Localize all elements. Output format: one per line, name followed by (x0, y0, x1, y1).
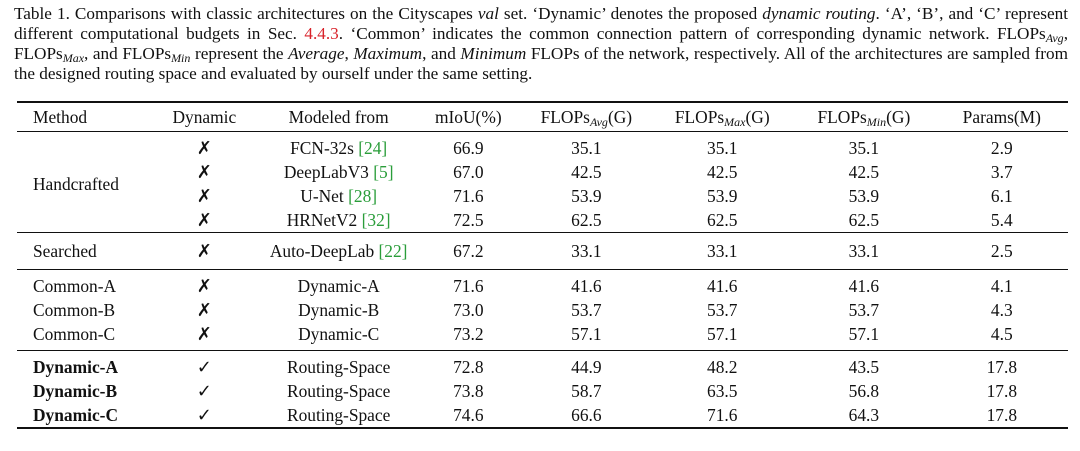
miou-cell: 71.6 (453, 185, 484, 206)
table-row (17, 132, 1068, 161)
flops-avg-cell: 35.1 (571, 137, 602, 158)
modeled-from-cell (261, 184, 416, 208)
caption-sep: , (1063, 24, 1068, 43)
modeled-from-cell: Dynamic-A (297, 275, 380, 296)
params-cell: 2.9 (990, 137, 1013, 158)
modeled-from-cell (261, 233, 416, 270)
modeled-from-cell: Dynamic-B (298, 299, 380, 320)
flops-max-cell: 35.1 (707, 137, 738, 158)
dynamic-check-mark: ✓ (196, 356, 212, 378)
flops-avg-cell: 42.5 (571, 161, 602, 182)
caption-sep: , (344, 44, 354, 63)
caption-sub-max: Max (62, 51, 85, 65)
citation-link[interactable]: [28] (348, 185, 378, 206)
method-cell: Common-B (33, 299, 116, 320)
caption-flops: FLOPs (122, 44, 172, 63)
citation-link[interactable]: [32] (361, 209, 391, 230)
method-cell: Dynamic-C (17, 403, 148, 428)
group-label-handcrafted: Handcrafted (17, 132, 148, 233)
caption-italic-maximum: Maximum (353, 44, 423, 63)
model-name: FCN-32s (290, 137, 359, 158)
miou-cell: 73.0 (453, 299, 484, 320)
miou-cell: 67.2 (416, 233, 520, 270)
params-cell: 4.1 (990, 275, 1013, 296)
header-sub-max: Max (724, 114, 746, 129)
flops-min-cell: 35.1 (848, 137, 880, 158)
model-name: U-Net (300, 185, 349, 206)
caption-italic-average: Average (288, 44, 345, 63)
dynamic-cross-mark: ✗ (196, 299, 212, 321)
header-unit: (G) (745, 106, 770, 127)
header-flops-text: FLOPs (674, 106, 725, 127)
flops-max-cell: 48.2 (707, 356, 738, 377)
miou-cell: 74.6 (416, 403, 520, 428)
dynamic-check-mark: ✓ (148, 403, 262, 428)
flops-max-cell: 53.7 (707, 299, 738, 320)
flops-avg-cell: 33.1 (520, 233, 652, 270)
flops-max-cell: 53.9 (707, 185, 738, 206)
dynamic-cross-mark: ✗ (148, 233, 262, 270)
flops-min-cell: 64.3 (792, 403, 935, 428)
dynamic-cross-mark: ✗ (196, 161, 212, 183)
comparison-table (17, 101, 1068, 429)
modeled-from-cell (261, 208, 416, 233)
header-flops-text: FLOPs (817, 106, 867, 127)
header-unit: (G) (607, 106, 633, 127)
params-cell: 4.5 (990, 323, 1013, 344)
header-sub-min: Min (866, 114, 887, 129)
modeled-from-cell: Routing-Space (286, 380, 391, 401)
miou-cell: 71.6 (453, 275, 484, 296)
table-row (17, 160, 1068, 184)
header-flops-max (652, 102, 792, 132)
modeled-from-cell: Routing-Space (261, 403, 416, 428)
caption-text: represent the (190, 44, 289, 63)
caption-text: set. ‘Dynamic’ denotes the proposed (498, 4, 763, 23)
caption-sep: , and (84, 44, 123, 63)
params-cell: 6.1 (990, 185, 1013, 206)
flops-avg-cell: 62.5 (520, 208, 652, 233)
params-cell: 17.8 (986, 380, 1018, 401)
caption-text: Table 1. Comparisons with classic architectures on the Cityscapes (14, 4, 478, 23)
table-row (17, 208, 1068, 233)
method-cell: Common-C (33, 323, 116, 344)
flops-avg-cell: 41.6 (571, 275, 602, 296)
params-cell: 3.7 (990, 161, 1013, 182)
modeled-from-cell: Dynamic-C (298, 323, 380, 344)
caption-flops: FLOPs (996, 24, 1046, 43)
citation-link[interactable]: [5] (373, 161, 394, 182)
flops-min-cell: 43.5 (848, 356, 880, 377)
miou-cell: 72.8 (453, 356, 484, 377)
params-cell: 2.5 (936, 233, 1068, 270)
model-name: HRNetV2 (286, 209, 362, 230)
flops-min-cell: 33.1 (792, 233, 935, 270)
miou-cell: 73.8 (453, 380, 484, 401)
caption-sub-min: Min (171, 51, 191, 65)
modeled-from-cell (261, 132, 416, 161)
method-cell: Common-A (33, 275, 117, 296)
table-row (17, 355, 1068, 379)
flops-min-cell: 41.6 (848, 275, 880, 296)
table-caption (14, 4, 1068, 84)
flops-max-cell: 33.1 (652, 233, 792, 270)
header-unit: (G) (886, 106, 911, 127)
flops-max-cell: 57.1 (707, 323, 738, 344)
citation-link[interactable]: [24] (358, 137, 388, 158)
flops-avg-cell: 58.7 (571, 380, 602, 401)
table-row (17, 270, 1068, 299)
flops-min-cell: 53.9 (848, 185, 880, 206)
caption-italic-minimum: Minimum (460, 44, 527, 63)
header-params: Params(M) (936, 102, 1068, 132)
header-dynamic: Dynamic (148, 102, 262, 132)
dynamic-cross-mark: ✗ (196, 275, 212, 297)
flops-max-cell: 62.5 (652, 208, 792, 233)
dynamic-cross-mark: ✗ (196, 185, 212, 207)
flops-min-cell: 62.5 (792, 208, 935, 233)
header-flops-avg (520, 102, 652, 132)
caption-sep: , and (422, 44, 461, 63)
flops-max-cell: 63.5 (707, 380, 738, 401)
caption-sub-avg: Avg (1045, 31, 1064, 45)
caption-italic-dynamic-routing: dynamic routing (762, 4, 876, 23)
header-modeled-from: Modeled from (261, 102, 416, 132)
table-row (17, 322, 1068, 346)
flops-avg-cell: 44.9 (571, 356, 602, 377)
dynamic-cross-mark: ✗ (148, 208, 262, 233)
params-cell: 17.8 (936, 403, 1068, 428)
params-cell: 5.4 (936, 208, 1068, 233)
flops-max-cell: 71.6 (652, 403, 792, 428)
table-row (17, 233, 1068, 270)
group-label-searched: Searched (17, 233, 148, 270)
miou-cell: 67.0 (453, 161, 484, 182)
miou-cell: 73.2 (453, 323, 484, 344)
flops-max-cell: 41.6 (707, 275, 738, 296)
citation-link[interactable]: [22] (378, 240, 408, 261)
caption-text: . ‘Common’ indicates the common connection pattern of corresponding dynamic network. (338, 24, 997, 43)
section-reference-link[interactable]: 4.4.3 (304, 24, 339, 43)
table-row (17, 298, 1068, 322)
params-cell: 17.8 (986, 356, 1018, 377)
flops-avg-cell: 66.6 (520, 403, 652, 428)
model-name: DeepLabV3 (283, 161, 374, 182)
flops-min-cell: 42.5 (848, 161, 880, 182)
table-row (17, 379, 1068, 403)
flops-min-cell: 53.7 (848, 299, 880, 320)
caption-italic-val: val (477, 4, 499, 23)
method-cell: Dynamic-B (33, 380, 118, 401)
dynamic-check-mark: ✓ (196, 380, 212, 402)
flops-avg-cell: 57.1 (571, 323, 602, 344)
flops-min-cell: 57.1 (848, 323, 880, 344)
caption-flops: FLOPs (14, 44, 63, 63)
modeled-from-cell (261, 160, 416, 184)
header-sub-avg: Avg (589, 114, 608, 129)
table-row (17, 184, 1068, 208)
header-miou: mIoU(%) (416, 102, 520, 132)
header-method: Method (17, 102, 148, 132)
header-flops-min (792, 102, 935, 132)
model-name: Auto-DeepLab (269, 240, 379, 261)
header-row (17, 102, 1068, 132)
flops-min-cell: 56.8 (848, 380, 880, 401)
caption-text: FLOPs of the network, respectively. All of the architectures are sampled from the designed routing space and evaluated by ourself under the same setting. (14, 44, 1068, 83)
miou-cell: 66.9 (453, 137, 484, 158)
dynamic-cross-mark: ✗ (196, 137, 212, 159)
caption-text: . ‘A’, ‘B’, and ‘C’ represent different computational budgets in Sec. (14, 4, 1068, 43)
flops-max-cell: 42.5 (707, 161, 738, 182)
table-row (17, 403, 1068, 428)
header-flops-text: FLOPs (540, 106, 590, 127)
miou-cell: 72.5 (416, 208, 520, 233)
method-cell: Dynamic-A (33, 356, 119, 377)
params-cell: 4.3 (990, 299, 1013, 320)
dynamic-cross-mark: ✗ (196, 323, 212, 345)
modeled-from-cell: Routing-Space (286, 356, 391, 377)
flops-avg-cell: 53.9 (571, 185, 602, 206)
flops-avg-cell: 53.7 (571, 299, 602, 320)
